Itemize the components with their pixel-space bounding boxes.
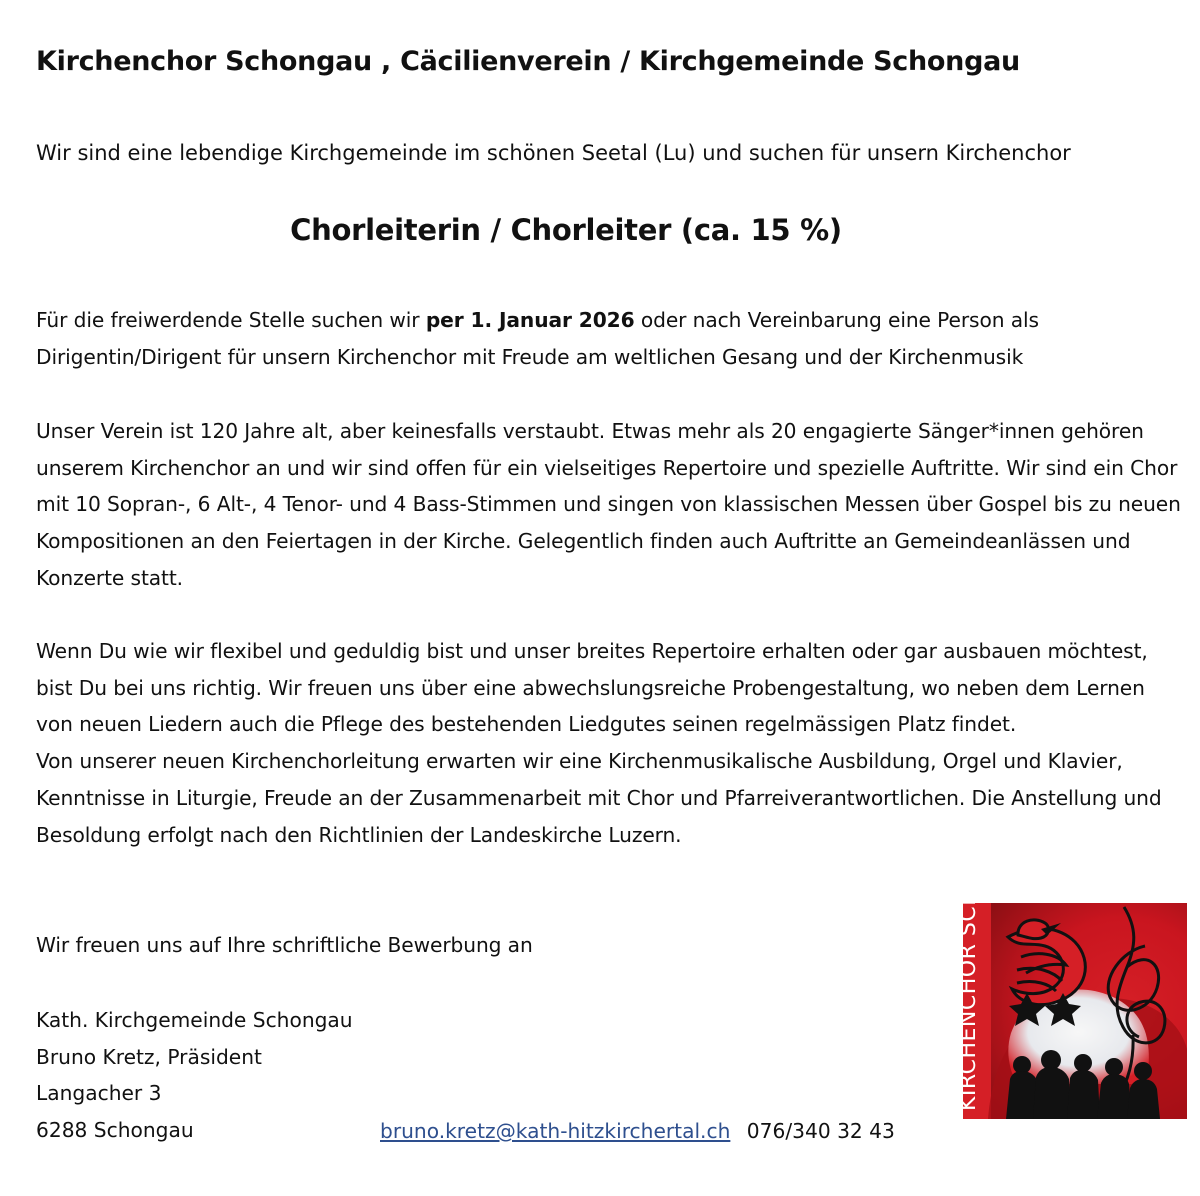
choir-swan-treble-clef-logo-icon xyxy=(956,804,1187,1119)
address-line-contact-person: Bruno Kretz, Präsident xyxy=(36,1044,262,1069)
intro-text: Wir sind eine lebendige Kirchgemeinde im schönen Seetal (Lu) und suchen für unsern Kirchenchor xyxy=(36,141,1071,165)
email-link[interactable]: bruno.kretz@kath-hitzkirchertal.ch xyxy=(380,1119,731,1143)
vacancy-paragraph xyxy=(36,302,1186,375)
contact-details xyxy=(380,1113,895,1150)
closing-line: Wir freuen uns auf Ihre schriftliche Bewerbung an xyxy=(36,933,533,957)
start-date: per 1. Januar 2026 xyxy=(425,308,635,332)
expectations-text-part-2: Von unserer neuen Kirchenchorleitung erwarten wir eine Kirchenmusikalische Ausbildung, Orgel und Klavier, Kenntnisse in Liturgie, Freude an der Zusammenarbeit mit Chor und Pfarreiverantwortlichen. Die Anstellung und Besoldung erfolgt nach den Richtlinien der Landeskirche Luzern. xyxy=(36,749,1162,847)
job-title: Chorleiterin / Chorleiter (ca. 15 %) xyxy=(290,213,842,247)
address-line-organization: Kath. Kirchgemeinde Schongau xyxy=(36,1008,353,1032)
page-title: Kirchenchor Schongau , Cäcilienverein / Kirchgemeinde Schongau xyxy=(36,46,1020,77)
choir-description-paragraph: Unser Verein ist 120 Jahre alt, aber keinesfalls verstaubt. Etwas mehr als 20 engagierte Sänger*innen gehören unserem Kirchenchor an und wir sind offen für ein vielseitiges Repertoire und spezielle Auftritte. Wir sind ein Chor mit 10 Sopran-, 6 Alt-, 4 Tenor- und 4 Bass-Stimmen und singen von klassischen Messen über Gospel bis zu neuen Kompositionen an den Feiertagen in der Kirche. Gelegentlich finden auch Auftritte an Gemeindeanlässen und Konzerte statt. xyxy=(36,419,1181,590)
logo-vertical-text: KIRCHENCHOR SCHONGAU xyxy=(956,804,981,1111)
address-line-city: 6288 Schongau xyxy=(36,1118,194,1143)
vacancy-text-before: Für die freiwerdende Stelle suchen wir xyxy=(36,308,426,332)
contact-address xyxy=(36,1002,416,1149)
address-line-street: Langacher 3 xyxy=(36,1081,162,1106)
expectations-paragraph xyxy=(36,633,1186,853)
expectations-text-part-1: Wenn Du wie wir flexibel und geduldig bist und unser breites Repertoire erhalten oder gar ausbauen möchtest, bist Du bei uns richtig. Wir freuen uns über eine abwechslungsreiche Probengestaltung, wo neben dem Lernen von neuen Liedern auch die Pflege des bestehenden Liedgutes seinen regelmässigen Platz findet. xyxy=(36,639,1148,737)
vacancy-text-after: oder nach Vereinbarung eine Person als Dirigentin/Dirigent für unsern Kirchenchor mit Freude am weltlichen Gesang und der Kirchenmusik xyxy=(36,308,1039,369)
phone-number: 076/340 32 43 xyxy=(746,1119,895,1143)
